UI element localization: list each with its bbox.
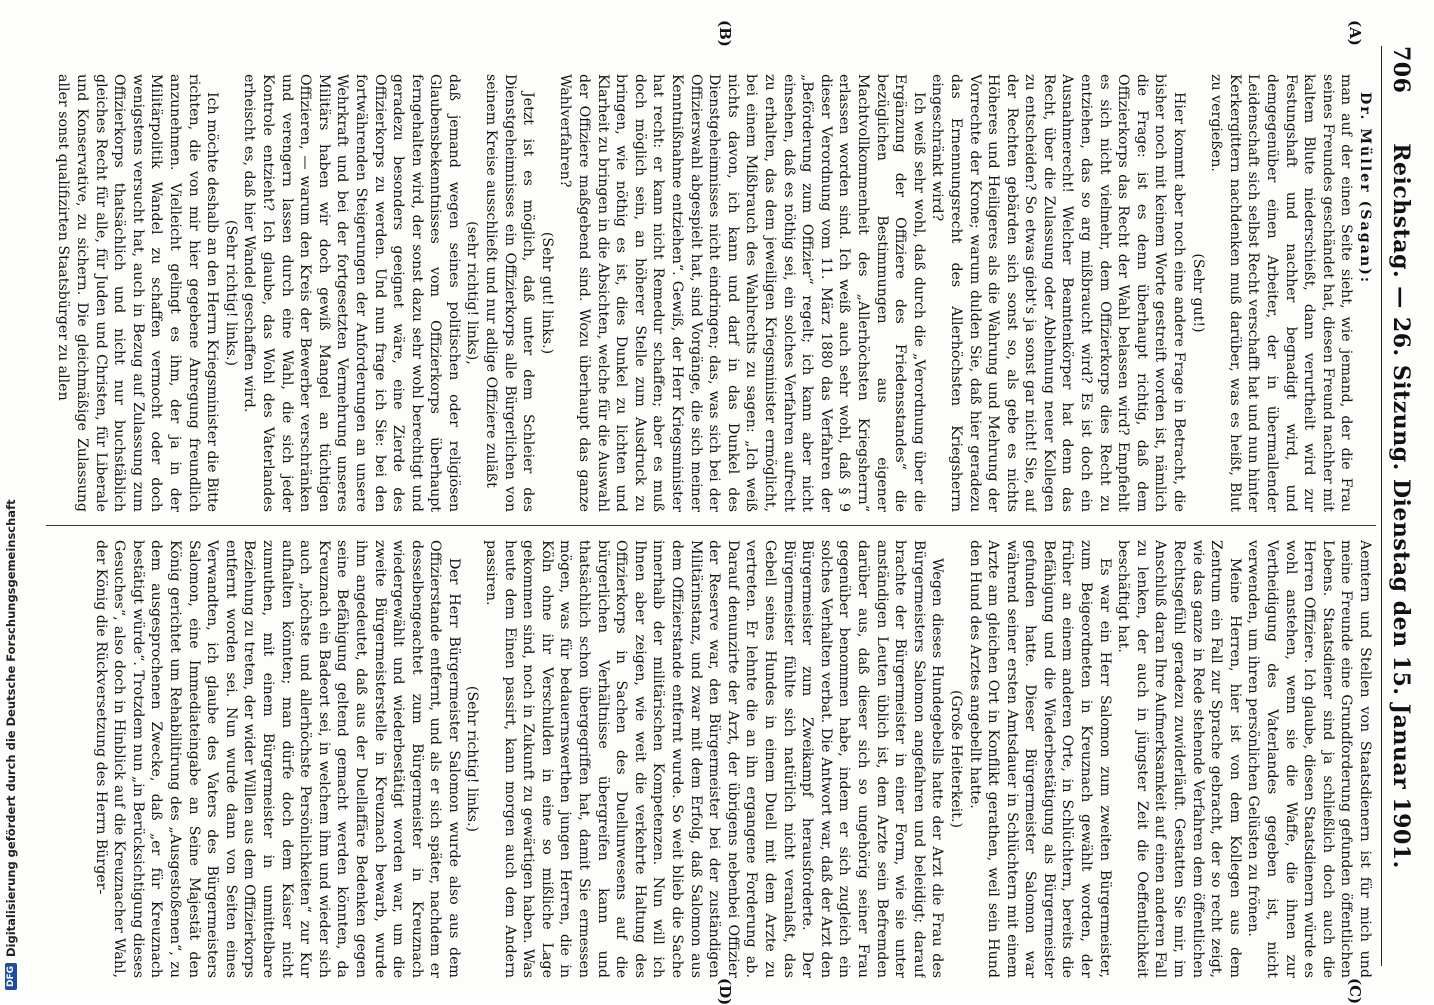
footer-text: Digitalisierung gefördert durch die Deutsche Forschungsgemeinschaft [4, 499, 18, 957]
margin-marker-a: (A) [1346, 20, 1364, 46]
left-text-column [44, 74, 1374, 512]
dfg-logo-icon: DFG [5, 963, 17, 990]
paragraph: Aemtern und Stellen von Staatsdienern ist für mich und meine Freunde eine Grundforderung gefunden öffentlichen Lebens. Staatsdiener sind ja schließlich doch auch die Herren Offiziere. Ich glaube, diesen Staatsdienern würde es wohl anstehen, wenn sie die Waffe, die ihnen zur Vertheidigung des Vaterlandes gegeben ist, nicht verwenden, um ihren persönlichen Gelüsten zu frönen. [1245, 540, 1373, 978]
paragraph: Der Herr Bürgermeister Salomon wurde also aus dem Offizierstande entfernt, und als er sich später, nachdem er desselbengeachtet zum Bürgermeister in Kreuznach wiedergewählt und wiederbestätigt worden war, um die zweite Bürgermeisterstelle in Kreuznach bewarb, wurde ihm angedeutet, daß aus der Duellaffäre Bedenken gegen seine Befähigung geltend gemacht werden könnten, da Kreuznach ein Badeort sei, in welchem ihm und wieder sich auch „höchste und allerhöchste Persönlichkeiten“ zur Kur aufhalten könnten; man dürfe doch dem Kaiser nicht zumuthen, mit einem Bürgermeister in unmittelbare Beziehung zu treten, der wider Willen aus dem Offizierkorps entfernt worden sei. Nun wurde dann von Seiten eines Verwandten, ich glaube des Vaters des Bürgermeisters Salomon, eine Immediateingabe an Seine Majestät den König gerichtet um Rehabilitirung des „Ausgestoßenen“, zu dem ausgesprochenen Zwecke, daß „er für Kreuznach bestätigt würde“. Trotzdem nun „in Berücksichtigung dieses Gesuches“, also doch in Hinblick auf die Kreuznacher Wahl, der König die Rückversetzung des Herrn Bürger- [92, 540, 462, 978]
speaker-label: Dr. Müller (Sagan): [1357, 92, 1373, 285]
digitization-footer [1, 0, 21, 1000]
paragraph: Jetzt ist es möglich, daß unter dem Schleier des Dienstgeheimnisses ein Offizierkorps alle Bürgerlichen von seinem Kreise ausschließt und nur adlige Offiziere zuläßt [483, 74, 537, 512]
margin-marker-b: (B) [716, 20, 734, 47]
interjection: (Sehr richtig! links.) [464, 685, 481, 833]
paragraph: Ich möchte deshalb an den Herrn Kriegsminister die Bitte richten, die von mir hier gegebene Anregung freundlich anzunehmen. Vielleicht gelingt es ihm, der ja in der Militärpolitik Wandel zu schaffen vermocht oder doch wenigstens versucht hat, auch in Bezug auf Zulassung zum Offizierkorps thatsächlich und nicht nur buchstäblich gleiches Recht für alle, für Juden und Christen, für Liberale und Konservative, zu sichern. Die gleichmäßige Zulassung aller sonst qualifizirten Staatsbürger zu allen [55, 74, 221, 512]
margin-marker-d: (D) [716, 978, 734, 1005]
paragraph: Wegen dieses Hundegebells hatte der Arzt die Frau des Bürgermeisters Salomon angefahren und beleidigt; darauf brachte der Bürgermeister in einer Form, wie sie unter anständigen Leuten üblich ist, dem Arzte sein Befremden darüber aus, daß dieser sich so ungehörig seiner Frau gegenüber benommen habe, indem er sich zugleich ein solches Verhalten verbat. Die Antwort war, daß der Arzt den Bürgermeister zum Zweikampf herausforderte. Der Bürgermeister fühlte sich natürlich nicht veranlaßt, das Gebell seines Hundes in einem Duell mit dem Arzte zu vertreten. Er lehnte die an ihn ergangene Forderung ab. Darauf denunzirte der Arzt, der übrigens nebenbei Offizier der Reserve war, den Bürgermeister bei der zuständigen Militärinstanz, und zwar mit dem Erfolg, daß Salomon aus dem Offizierstande entfernt wurde. So weit blieb die Sache innerhalb der militärischen Kompetenzen. Nun will ich Ihnen aber zeigen, wie weit die verkehrte Haltung des Offizierkorps in Sachen des Duellunwesens auf die bürgerlichen Verhältnisse übergreifen kann und thatsächlich schon übergegriffen hat, damit Sie ermessen mögen, was für bedauernswerthen jungen Herren, die in Köln ohne ihr Verschulden in eine so mißliche Lage gekommen sind, noch in Zukunft zu gewärtigen haben. Was heute dem Einen passirt, kann morgen auch dem Andern passiren. [483, 540, 946, 978]
paragraph: daß jemand wegen seines politischen oder religiösen Glaubensbekenntnisses vom Offizierkorps überhaupt ferngehalten wird, der sonst dazu sehr wohl berechtigt und geradezu besonders geeignet wäre, eine Zierde des Offizierkorps zu werden. Und nun frage ich Sie: bei den fortwährenden Steigerungen der Anforderungen an unsere Wehrkraft und bei der fortgesetzten Vermehrung unseres Militärs haben wir doch gewiß Mangel an tüchtigen Offizieren, — warum den Kreis der Bewerber verschränken und verengern lassen durch eine Wahl, die sich jeder Kontrole entzieht? Ich glaube, das Wohl des Vaterlandes erheischt es, daß hier Wandel geschaffen wird. [241, 74, 462, 512]
paragraph: Hier kommt aber noch eine andere Frage in Betracht, die bisher noch mit keinem Worte gestreift worden ist, nämlich die Frage: ist es denn überhaupt richtig, daß dem Offizierkorps das Recht der Wahl belassen wird? Empfiehlt es sich nicht vielmehr, dem Offizierkorps dies Recht zu entziehen, das so arg mißbraucht wird? Es ist doch ein Ausnahmerecht! Welcher Beamtenkörper hat denn das Recht, über die Zulassung oder Ablehnung neuer Kollegen zu entscheiden? So etwas giebt's ja sonst gar nicht! Sie, auf der Rechten gebärden sich sonst so, als gebe es nichts Höheres und Heiligeres als die Wahrung und Mehrung der Vorrechte der Krone; warum dulden Sie, daß hier geradezu das Ernennungsrecht des Allerhöchsten Kriegsherrn eingeschränkt wird? [929, 74, 1188, 512]
paragraph: Meine Herren, hier ist von dem Kollegen aus dem Zentrum ein Fall zur Sprache gebracht, der so recht zeigt, wie das ganze in Rede stehende Verfahren dem öffentlichen Rechtsgefühl geradezu zuwiderläuft. Gestatten Sie mir, im Anschluß daran Ihre Aufmerksamkeit auf einen anderen Fall zu lenken, der auch in jüngster Zeit die Oeffentlichkeit beschäftigt hat. [1115, 540, 1243, 978]
right-text-column [44, 540, 1374, 978]
column-divider [46, 525, 1376, 526]
interjection: (sehr richtig! links), [464, 221, 481, 365]
interjection: (Große Heiterkeit.) [947, 689, 964, 829]
page-number: 706 [1388, 46, 1414, 94]
interjection: (Sehr gut! links.) [538, 231, 555, 355]
paragraph: Ich weiß sehr wohl, daß durch die „Verordnung über die Ergänzung der Offiziere des Friedensstandes“ die bezüglichen Bestimmungen aus eigener Machtvollkommenheit des „Allerhöchsten Kriegsherrn“ erlassen worden sind. Ich weiß auch sehr wohl, daß § 9 dieser Verordnung vom 11. März 1880 das Verfahren der „Beförderung zum Offizier“ regelt; ich kann aber nicht einsehen, daß es nöthig sei, ein solches Verfahren aufrecht zu erhalten, das dem jeweiligen Kriegsminister ermöglicht, bei einem Mißbrauch des Wahlrechts zu sagen: „Ich weiß nichts davon, ich kann und darf in das Dunkel des Dienstgeheimnisses nicht eindringen; das, was sich bei der Offizierswahl abgespielt hat, sind Vorgänge, die sich meiner Kenntnißnahme entziehen“. Gewiß, der Herr Kriegsminister hat recht: er kann nicht Remedur schaffen; aber es muß doch möglich sein, an höherer Stelle zum Ausdruck zu bringen, wie nöthig es ist, dies Dunkel zu lichten und Klarheit zu bringen in die Absichten, welche für die Auswahl der Offiziere maßgebend sind. Wozu überhaupt das ganze Wahlverfahren? [557, 74, 927, 512]
paragraph: man auf der einen Seite sieht, wie jemand, der die Frau seines Freundes geschändet hat, diesen Freund nachher mit kaltem Blute niederschießt, dann verurtheilt wird zur Festungshaft und nachher begnadigt wird, und demgegenüber einen Arbeiter, der in übermallender Leidenschaft sich selbst Recht verschafft hat und nun hinter Kerkergittern nachdenken muß darüber, was es heißt, Blut zu vergießen. [1208, 74, 1355, 512]
interjection: (Sehr richtig! links.) [222, 219, 239, 367]
paragraph: Es war ein Herr Salomon zum zweiten Bürgermeister, zum Beigeordneten in Kreuznach gewählt worden, der früher an einem anderen Orte, in Schlüchtern, bereits die Befähigung und die Wiederbestätigung als Bürgermeister gefunden hatte. Dieser Bürgermeister Salomon war während seiner ersten Amtsdauer in Schlüchtern mit einem Arzte am gleichen Ort in Konflikt gerathen, weil sein Hund den Hund des Arztes angebellt hatte. [966, 540, 1113, 978]
interjection: (Sehr gut!) [1189, 253, 1206, 333]
page-header [1381, 46, 1416, 966]
page-title: Reichstag. — 26. Sitzung. Dienstag den 15. Januar 1901. [1388, 143, 1414, 869]
margin-marker-c: (C) [1346, 978, 1364, 1005]
